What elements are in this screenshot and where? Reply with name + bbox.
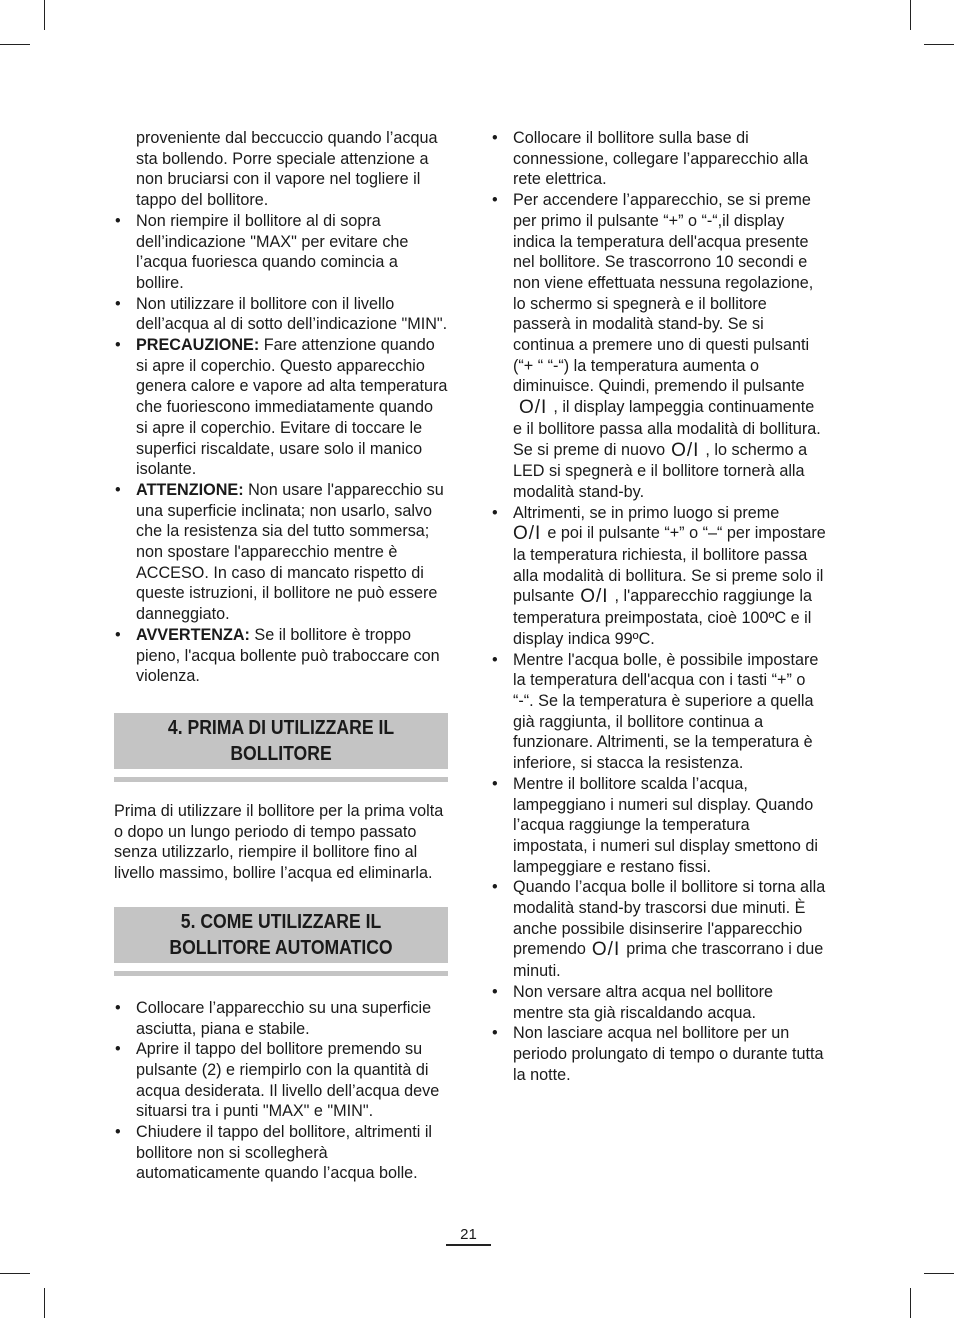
power-button-icon: O/I: [519, 397, 548, 419]
crop-mark: [0, 1273, 30, 1274]
list-item: • Aprire il tappo del bollitore premendo su pulsante (2) e riempirlo con la quantità di acqua desiderata. Il livello dell’acqua deve situarsi tra i punti "MAX" e "MIN".: [114, 1039, 448, 1122]
list-item: • Non lasciare acqua nel bollitore per un periodo prolungato di tempo o durante tutta la notte.: [491, 1023, 826, 1085]
list-item: • Altrimenti, se in primo luogo si preme O/I e poi il pulsante “+” o “–“ per impostare la temperatura richiesta, il bollitore passa alla modalità di bollitura. Se si preme solo il pulsante O/I , l'apparecchio raggiunge la temperatura preimpostata, cioè 100ºC e il display indica 99ºC.: [491, 503, 826, 650]
divider: [114, 777, 448, 782]
list-item: • Per accendere l’apparecchio, se si preme per primo il pulsante “+” o “-“,il display indica la temperatura dell'acqua presente nel bollitore. Se trascorrono 10 secondi e non viene effettuata nessuna regolazione, lo schermo si spegnerà e il bollitore passerà in modalità stand-by. Se si continua a premere uno di questi pulsanti (“+ “ “-“) la temperatura aumenta o diminuisce. Quindi, premendo il pulsanteO/I , il display lampeggia continuamente e il bollitore passa alla modalità di bollitura. Se si preme di nuovo O/I , lo schermo a LED si spegnerà e il bollitore tornerà alla modalità stand-by.: [491, 190, 826, 503]
list-item: • Mentre l'acqua bolle, è possibile impostare la temperatura dell'acqua con i tasti “+” o “-“. Se la temperatura è superiore a quella già raggiunta, il bollitore continua a funzionare. Altrimenti, se la temperatura è inferiore, si stacca la resistenza.: [491, 650, 826, 774]
list-item: • ATTENZIONE: Non usare l'apparecchio su una superficie inclinata; non usarlo, salvo che la resistenza sia del tutto sommersa; non spostare l'apparecchio mentre è ACCESO. In caso di mancato rispetto di queste istruzioni, il bollitore ne può essere danneggiato.: [114, 480, 448, 625]
list-item: • Collocare il bollitore sulla base di connessione, collegare l’apparecchio alla rete elettrica.: [491, 128, 826, 190]
page-number: 21: [446, 1226, 491, 1246]
right-column: [491, 128, 826, 1085]
section-4-header: [114, 713, 448, 782]
list-item: • Non versare altra acqua nel bollitore mentre sta già riscaldando acqua.: [491, 982, 826, 1023]
power-button-icon: O/I: [591, 939, 621, 961]
crop-mark: [924, 44, 954, 45]
warning-label: AVVERTENZA:: [136, 625, 250, 644]
crop-mark: [44, 1288, 45, 1318]
continuation-text: proveniente dal beccuccio quando l’acqua sta bollendo. Porre speciale attenzione a non bruciarsi con il vapore nel togliere il tappo del bollitore.: [136, 129, 438, 210]
power-button-icon: O/I: [513, 523, 542, 545]
crop-mark: [924, 1273, 954, 1274]
power-button-icon: O/I: [671, 439, 700, 461]
left-column: [114, 128, 448, 1184]
divider: [114, 971, 448, 976]
warning-label: PRECAUZIONE:: [136, 336, 260, 355]
section-4-text: Prima di utilizzare il bollitore per la prima volta o dopo un lungo periodo di tempo passato senza utilizzarlo, riempire il bollitore fino al livello massimo, bollire l’acqua ed eliminarla.: [114, 801, 444, 883]
list-item: • Non riempire il bollitore al di sopra dell’indicazione "MAX" per evitare che l’acqua fuoriesca quando comincia a bollire.: [114, 211, 448, 294]
crop-mark: [910, 0, 911, 30]
section-5-title: 5. COME UTILIZZARE IL BOLLITORE AUTOMATICO: [134, 907, 428, 963]
list-item: • AVVERTENZA: Se il bollitore è troppo pieno, l'acqua bollente può traboccare con violenza.: [114, 625, 448, 687]
crop-mark: [910, 1288, 911, 1318]
power-button-icon: O/I: [580, 586, 609, 608]
crop-mark: [44, 0, 45, 30]
list-item: • Collocare l’apparecchio su una superficie asciutta, piana e stabile.: [114, 998, 448, 1039]
section-5-header: [114, 907, 448, 976]
section-4-title: 4. PRIMA DI UTILIZZARE IL BOLLITORE: [134, 713, 428, 769]
list-item: • Quando l’acqua bolle il bollitore si torna alla modalità stand-by trascorsi due minuti. È anche possibile disinserire l'apparecchio premendo O/I prima che trascorrano i due minuti.: [491, 877, 826, 982]
list-item: • Mentre il bollitore scalda l’acqua, lampeggiano i numeri sul display. Quando l’acqua raggiunge la temperatura impostata, i numeri sul display smettono di lampeggiare e restano fissi.: [491, 774, 826, 878]
list-item: • Non utilizzare il bollitore con il livello dell’acqua al di sotto dell’indicazione "MIN".: [114, 294, 448, 335]
crop-mark: [0, 44, 30, 45]
list-item: • Chiudere il tappo del bollitore, altrimenti il bollitore non si scollegherà automaticamente quando l’acqua bolle.: [114, 1122, 448, 1184]
warning-label: ATTENZIONE:: [136, 480, 244, 499]
list-item: • PRECAUZIONE: Fare attenzione quando si apre il coperchio. Questo apparecchio genera calore e vapore ad alta temperatura che fuoriescono immediatamente quando si apre il coperchio. Evitare di toccare le superfici riscaldate, usare solo il manico isolante.: [114, 335, 448, 480]
